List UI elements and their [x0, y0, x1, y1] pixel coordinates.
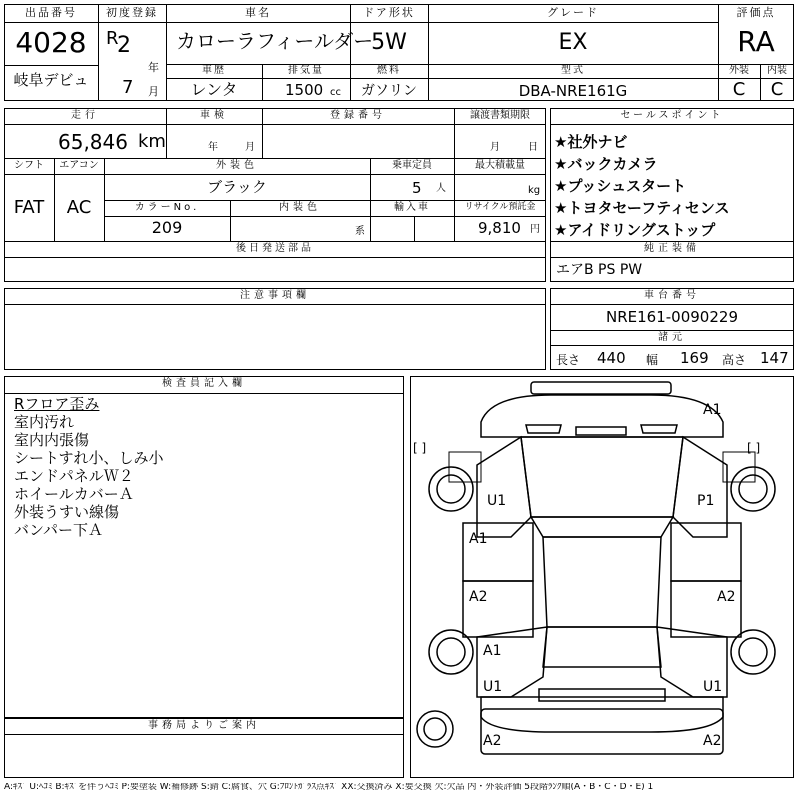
fuel-label: 燃料: [377, 65, 401, 76]
inspector-note: シートすれ小、しみ小: [14, 449, 164, 467]
office-label: 事務局よりご案内: [148, 720, 260, 731]
exterior-label: 外装: [729, 65, 749, 76]
score-label: 評価点: [736, 6, 776, 19]
door-type: 5W: [371, 30, 407, 55]
bracket-left: [ ]: [413, 441, 427, 455]
legend-text: A:ｷｽﾞ U:ﾍｺﾐ B:ｷｽﾞを伴うﾍｺﾐ P:要塗装 W:補修跡 S:錆 C:腐食、穴 G:ﾌﾛﾝﾄｶﾞﾗｽ点ｷｽﾞ XX:交換済み X:要交換 欠:欠品 内・外装評価 5段階ﾗﾝｸ順(A・B・C・D・E) 1: [4, 783, 654, 792]
interior-label: 内装: [767, 65, 787, 76]
mark-left-rear-quarter: A1: [483, 643, 502, 659]
car-name-label: 車名: [245, 6, 271, 19]
damage-diagram: [410, 376, 794, 778]
inspector-note: バンパー下Ａ: [14, 521, 103, 539]
dims-label: 諸元: [658, 332, 686, 343]
inspector-label: 検査員記入欄: [162, 378, 246, 389]
model-label: 型式: [561, 65, 585, 76]
height-value: 147: [760, 349, 789, 367]
standard-equipment-value: エアB PS PW: [556, 262, 643, 278]
reg-number-label: 登録番号: [330, 110, 386, 121]
mark-right-rear: U1: [703, 679, 723, 695]
color-no-value: 209: [151, 218, 183, 237]
mileage-unit: km: [138, 131, 166, 152]
mark-front-top: A1: [703, 402, 722, 418]
sales-point: ★アイドリングストップ: [554, 221, 716, 239]
int-color-label: 内装色: [279, 202, 321, 213]
interior-grade: C: [770, 79, 784, 100]
model-code: DBA-NRE161G: [518, 82, 628, 100]
inspector-note: 室内汚れ: [14, 413, 75, 431]
mark-left-front-door: A1: [469, 531, 488, 547]
ext-color-value: ブラック: [207, 178, 267, 196]
mileage-value: 65,846: [58, 130, 128, 154]
inspection-year-unit: 年: [208, 142, 218, 153]
inspector-note: 外装うすい線傷: [14, 503, 120, 521]
recycle-unit: 円: [530, 224, 540, 235]
inspector-note: Rフロア歪み: [14, 395, 100, 413]
displacement-label: 排気量: [288, 65, 324, 76]
exterior-grade: C: [732, 79, 746, 100]
sales-points-label: セールスポイント: [620, 110, 724, 121]
mark-left-rear: U1: [483, 679, 503, 695]
transfer-month-unit: 月: [490, 142, 500, 153]
mileage-label: 走行: [71, 110, 99, 121]
max-load-label: 最大積載量: [475, 160, 525, 171]
int-color-unit: 系: [355, 226, 365, 237]
notes-label: 注意事項欄: [240, 290, 310, 301]
recycle-value: 9,810: [478, 219, 521, 237]
fuel-type: ガソリン: [361, 83, 417, 99]
transfer-day-unit: 日: [528, 142, 538, 153]
reg-month: 7: [122, 77, 134, 98]
sales-point: ★社外ナビ: [554, 133, 628, 151]
lot-number-label: 出品番号: [25, 6, 77, 19]
later-parts-label: 後日発送部品: [236, 243, 314, 254]
inspector-notes: [4, 393, 404, 718]
height-label: 高さ: [722, 353, 747, 367]
displacement-unit: cc: [330, 87, 341, 98]
sales-points-list: [550, 124, 794, 241]
reg-year: 2: [117, 33, 131, 58]
width-value: 169: [680, 349, 709, 367]
ac-value: AC: [66, 197, 92, 218]
inspector-note: ホイールカバーＡ: [14, 485, 134, 503]
inspector-note: エンドパネルＷ２: [14, 467, 134, 485]
overall-score: RA: [737, 25, 775, 58]
era-letter: R: [106, 28, 119, 49]
venue-name: 岐阜デビュ: [13, 71, 89, 89]
bracket-right: [ ]: [747, 441, 761, 455]
reg-month-unit: 月: [148, 85, 159, 98]
mark-rear-right: A2: [703, 733, 722, 749]
width-label: 幅: [646, 353, 659, 367]
mark-left-front: U1: [487, 493, 507, 509]
car-name: カローラフィールダー: [176, 29, 374, 53]
sales-point: ★トヨタセーフティセンス: [554, 199, 730, 217]
lot-number: 4028: [15, 26, 87, 59]
transfer-label: 譲渡書類期限: [470, 110, 530, 121]
car-diagram-svg: [411, 377, 793, 777]
mark-left-rear-door: A2: [469, 589, 488, 605]
first-reg-label: 初度登録: [106, 6, 158, 19]
reg-year-unit: 年: [148, 61, 159, 74]
standard-equipment-label: 純正装備: [644, 243, 700, 254]
car-history: レンタ: [190, 80, 238, 99]
displacement: 1500: [285, 81, 324, 99]
inspector-note: 室内内張傷: [14, 431, 90, 449]
shift-value: FAT: [13, 197, 45, 218]
mark-right-front: P1: [697, 493, 715, 509]
grade-label: グレード: [547, 6, 599, 19]
import-label: 輸入車: [394, 202, 430, 213]
mark-right-rear-door: A2: [717, 589, 736, 605]
shift-label: シフト: [14, 160, 44, 171]
history-label: 車歴: [202, 65, 226, 76]
chassis-label: 車台番号: [644, 290, 700, 301]
sales-point: ★プッシュスタート: [554, 177, 687, 195]
inspection-label: 車検: [200, 110, 228, 121]
door-label: ドア形状: [363, 6, 415, 19]
ext-color-label: 外装色: [216, 160, 258, 171]
capacity-label: 乗車定員: [392, 160, 432, 171]
grade-value: EX: [558, 30, 588, 55]
ac-label: エアコン: [59, 160, 99, 171]
chassis-number: NRE161-0090229: [606, 308, 738, 326]
length-value: 440: [597, 349, 626, 367]
capacity-value: 5: [412, 179, 422, 197]
max-load-unit: kg: [528, 185, 541, 196]
mark-rear-left: A2: [483, 733, 502, 749]
color-no-label: カラーNo.: [134, 202, 200, 213]
length-label: 長さ: [556, 353, 581, 367]
recycle-label: リサイクル預託金: [464, 202, 536, 212]
sales-point: ★バックカメラ: [554, 155, 658, 173]
inspection-month-unit: 月: [245, 142, 255, 153]
capacity-unit: 人: [436, 183, 446, 194]
